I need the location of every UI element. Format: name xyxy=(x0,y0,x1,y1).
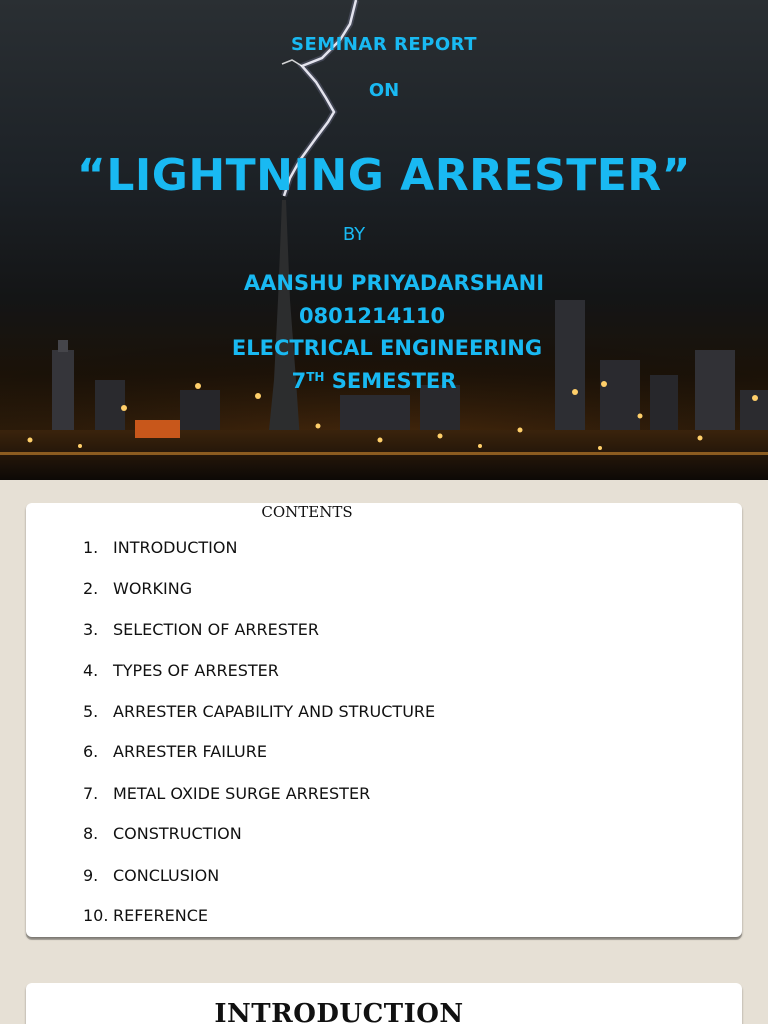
author-name: AANSHU PRIYADARSHANI xyxy=(243,271,545,295)
contents-page xyxy=(26,503,742,937)
cover-slide xyxy=(0,0,768,480)
item-number: 4. xyxy=(83,661,99,680)
semester-suffix: TH xyxy=(306,370,325,384)
list-item xyxy=(83,741,267,763)
item-label: CONSTRUCTION xyxy=(113,824,242,843)
list-item xyxy=(83,578,192,600)
item-label: ARRESTER FAILURE xyxy=(113,742,267,761)
list-item xyxy=(83,619,319,641)
item-number: 2. xyxy=(83,579,99,598)
introduction-heading: INTRODUCTION xyxy=(214,999,464,1024)
by-text: BY xyxy=(342,224,366,245)
item-label: CONCLUSION xyxy=(113,866,220,885)
seminar-report-heading: SEMINAR REPORT xyxy=(291,34,477,55)
introduction-page xyxy=(26,983,742,1024)
item-label: REFERENCE xyxy=(113,906,209,925)
semester-word: SEMESTER xyxy=(324,369,457,393)
list-item xyxy=(83,865,219,887)
semester xyxy=(0,369,758,393)
list-item xyxy=(83,783,370,805)
item-number: 3. xyxy=(83,620,99,639)
report-title: “LIGHTNING ARRESTER” xyxy=(76,150,692,201)
item-number: 8. xyxy=(83,824,99,843)
list-item xyxy=(83,537,237,559)
item-label: INTRODUCTION xyxy=(113,538,238,557)
list-item xyxy=(83,660,279,682)
item-label: WORKING xyxy=(113,579,193,598)
department: ELECTRICAL ENGINEERING xyxy=(231,336,543,360)
item-number: 1. xyxy=(83,538,99,557)
on-text: ON xyxy=(368,80,400,101)
semester-number: 7 xyxy=(291,369,307,393)
roll-number: 0801214110 xyxy=(298,304,446,328)
list-item xyxy=(83,823,242,845)
contents-heading: CONTENTS xyxy=(261,503,353,521)
list-item xyxy=(83,701,435,723)
item-number: 10. xyxy=(83,906,109,925)
item-number: 6. xyxy=(83,742,99,761)
item-label: SELECTION OF ARRESTER xyxy=(113,620,319,639)
item-label: ARRESTER CAPABILITY AND STRUCTURE xyxy=(113,702,436,721)
list-item xyxy=(83,905,208,927)
item-number: 7. xyxy=(83,784,99,803)
item-label: METAL OXIDE SURGE ARRESTER xyxy=(113,784,371,803)
item-number: 9. xyxy=(83,866,99,885)
item-label: TYPES OF ARRESTER xyxy=(113,661,279,680)
item-number: 5. xyxy=(83,702,99,721)
